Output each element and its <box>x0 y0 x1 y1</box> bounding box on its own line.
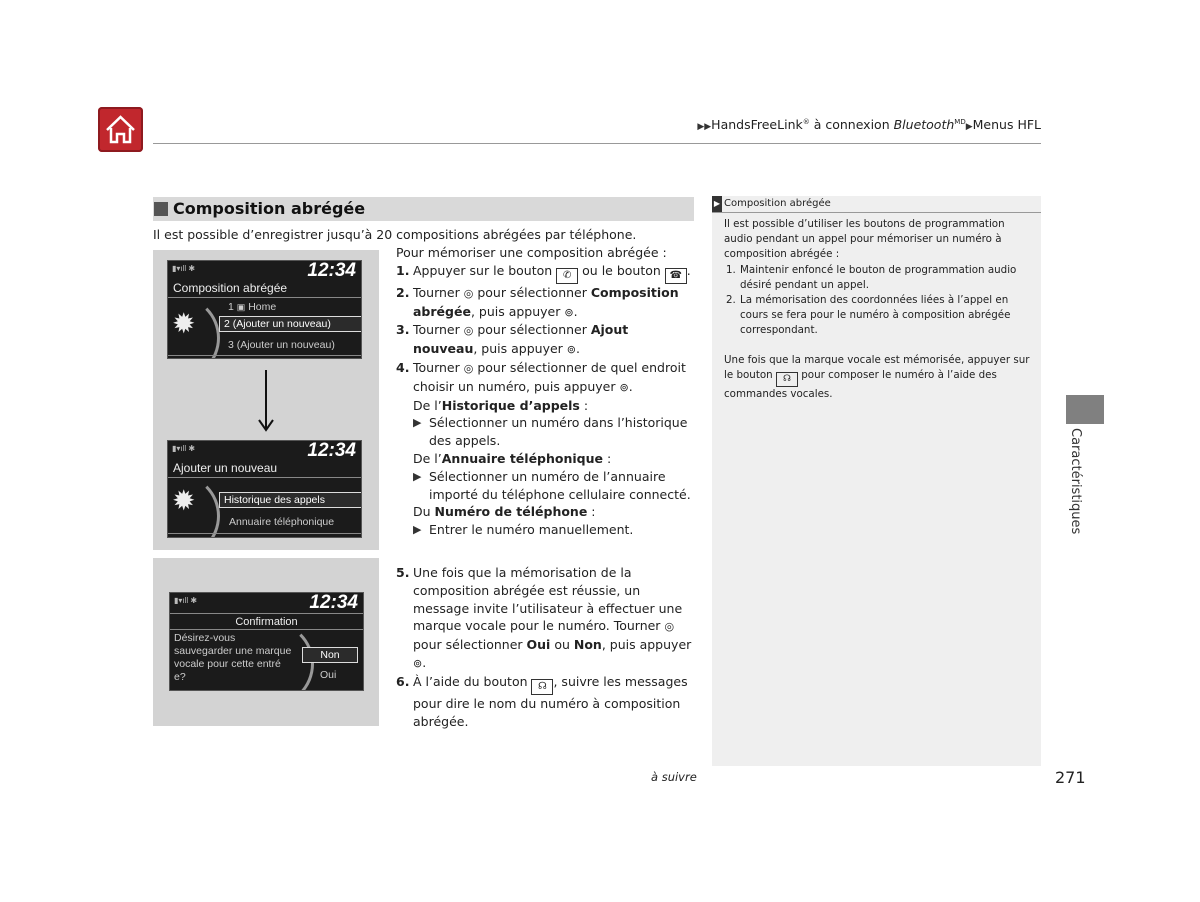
dialog-question-line: sauvegarder une marque <box>174 645 292 657</box>
down-arrow-icon <box>257 370 275 432</box>
selector-knob-icon: ◎ <box>463 361 474 375</box>
instruction-steps <box>396 244 696 730</box>
display-screen <box>167 440 362 538</box>
selector-knob-icon: ⊚ <box>413 656 423 670</box>
display-screen <box>167 260 362 359</box>
section-heading <box>153 197 694 221</box>
intro-text: Il est possible d’enregistrer jusqu’à 20 compositions abrégées par téléphone. <box>153 227 637 242</box>
gear-icon: ✹ <box>172 485 196 516</box>
home-icon <box>104 113 137 146</box>
chapter-tab-label: Caractéristiques <box>1068 428 1083 535</box>
breadcrumb-item[interactable]: Menus HFL <box>972 117 1041 132</box>
selector-knob-icon: ◎ <box>463 324 474 338</box>
illustration-panel <box>153 558 379 726</box>
talk-button-icon: ☊ <box>531 679 553 695</box>
yes-option[interactable]: Oui <box>320 669 337 681</box>
option-history: De l’Historique d’appels : <box>413 397 589 413</box>
continued-note: à suivre <box>651 770 697 784</box>
page-number: 271 <box>1055 768 1086 787</box>
selector-arc <box>167 295 220 359</box>
clock: 12:34 <box>307 260 356 281</box>
step-4: 4. Tourner ◎ pour sélectionner de quel endroit choisir un numéro, puis appuyer ⊚. De l’Historique d’appels : ▶ Sélectionner un numéro dans l’historique des appels. De l’Annuaire téléphonique : ▶ Sélectionner un numéro de l’annuaire importé du téléphone cellulaire connecté. Du Numéro de téléphone : ▶ Entrer le numéro manuellement. <box>396 359 696 539</box>
list-item[interactable]: 1 ▣ Home <box>228 301 277 313</box>
side-note-body: Il est possible d’utiliser les boutons de programmation audio pendant un appel pour mémoriser un numéro à composition abrégée : 1. Maintenir enfoncé le bouton de programmation audio désiré pendant un appel. 2. La mémorisation des coordonnées liées à l’appel en cours se fera pour le numéro à composition abrégée correspondant. Une fois que la marque vocale est mémorisée, appuyer sur le bouton ☊ pour composer le numéro à l’aide des commandes vocales. <box>724 217 1030 402</box>
side-note-item: 2. La mémorisation des coordonnées liées à l’appel en cours se fera pour le numéro à composition abrégée correspondant. <box>726 294 1011 337</box>
step-1: 1. Appuyer sur le bouton ✆ ou le bouton ☎ . <box>396 262 696 284</box>
triangle-bullet-icon: ▶ <box>413 523 422 537</box>
dialog-question-line: Désirez-vous <box>174 632 236 644</box>
list-item-selected[interactable]: 2 (Ajouter un nouveau) <box>219 316 362 332</box>
option-number: Du Numéro de téléphone : <box>413 504 596 520</box>
bullet: ▶ Sélectionner un numéro dans l’historique des appels. <box>413 415 688 449</box>
gear-icon: ✹ <box>172 308 196 339</box>
dialog-title: Confirmation <box>235 616 298 628</box>
breadcrumb: ▶▶HandsFreeLink® à connexion Bluetooth$^{MD}$▶Menus HFL <box>697 117 1041 132</box>
breadcrumb-item[interactable]: HandsFreeLink <box>711 117 803 132</box>
list-item[interactable]: 3 (Ajouter un nouveau) <box>228 339 335 351</box>
header-divider <box>153 143 1041 144</box>
bullet: ▶ Sélectionner un numéro de l’annuaire importé du téléphone cellulaire connecté. <box>413 468 691 502</box>
display-screen <box>169 592 364 691</box>
side-note-item: 1. Maintenir enfoncé le bouton de programmation audio désiré pendant un appel. <box>726 263 1017 291</box>
step-2: 2. Tourner ◎ pour sélectionner Composition abrégée, puis appuyer ⊚. <box>396 284 696 322</box>
option-phonebook: De l’Annuaire téléphonique : <box>413 450 612 466</box>
step-5: 5. Une fois que la mémorisation de la composition abrégée est réussie, un message invite l’utilisateur à effectuer une marque vocale pour le numéro. Tourner ◎ pour sélectionner Oui ou Non, puis appuyer ⊚. <box>396 564 696 673</box>
pick-up-phone-icon: ✆ <box>556 268 578 284</box>
clock: 12:34 <box>307 440 356 461</box>
side-note-heading: ▶ Composition abrégée <box>712 196 1041 213</box>
step-6: 6. À l’aide du bouton ☊ , suivre les messages pour dire le nom du numéro à composition abrégée. <box>396 673 688 729</box>
home-button[interactable] <box>98 107 143 152</box>
chapter-tab[interactable] <box>1066 395 1104 424</box>
screen-title: Ajouter un nouveau <box>173 461 278 475</box>
steps-lead: Pour mémoriser une composition abrégée : <box>396 245 667 260</box>
talk-button-icon: ☊ <box>776 372 798 387</box>
selector-knob-icon: ◎ <box>463 286 474 300</box>
triangle-bullet-icon: ▶ <box>413 469 422 483</box>
side-note-paragraph: Une fois que la marque vocale est mémorisée, appuyer sur le bouton ☊ pour composer le numéro à l’aide des commandes vocales. <box>724 353 1030 400</box>
side-note <box>712 196 1041 766</box>
screen-title: Composition abrégée <box>173 281 288 295</box>
note-icon: ▶ <box>712 196 722 212</box>
dialog-question-line: e? <box>174 671 186 683</box>
status-icons: ▮▾ıll ✱ <box>172 444 196 453</box>
section-title: Composition abrégée <box>173 199 366 218</box>
selector-knob-icon: ⊚ <box>566 343 576 357</box>
bullet: ▶ Entrer le numéro manuellement. <box>413 522 634 538</box>
list-item-selected[interactable]: Historique des appels <box>219 492 362 508</box>
triangle-bullet-icon: ▶ <box>413 416 422 430</box>
selector-arc <box>167 473 220 538</box>
status-icons: ▮▾ıll ✱ <box>172 264 196 273</box>
list-item[interactable]: Annuaire téléphonique <box>229 516 335 528</box>
dialog-question-line: vocale pour cette entré <box>174 658 281 670</box>
section-marker <box>154 202 168 216</box>
back-phone-icon: ☎ <box>665 268 687 284</box>
clock: 12:34 <box>309 592 358 613</box>
step-3: 3. Tourner ◎ pour sélectionner Ajout nouveau, puis appuyer ⊚. <box>396 321 696 359</box>
selector-knob-icon: ⊚ <box>564 305 574 319</box>
selector-knob-icon: ⊚ <box>619 380 629 394</box>
selector-knob-icon: ◎ <box>664 620 675 634</box>
status-icons: ▮▾ıll ✱ <box>174 596 198 605</box>
no-option[interactable]: Non <box>302 647 358 663</box>
home-icon: ▣ <box>236 302 246 312</box>
illustration-panel <box>153 250 379 550</box>
